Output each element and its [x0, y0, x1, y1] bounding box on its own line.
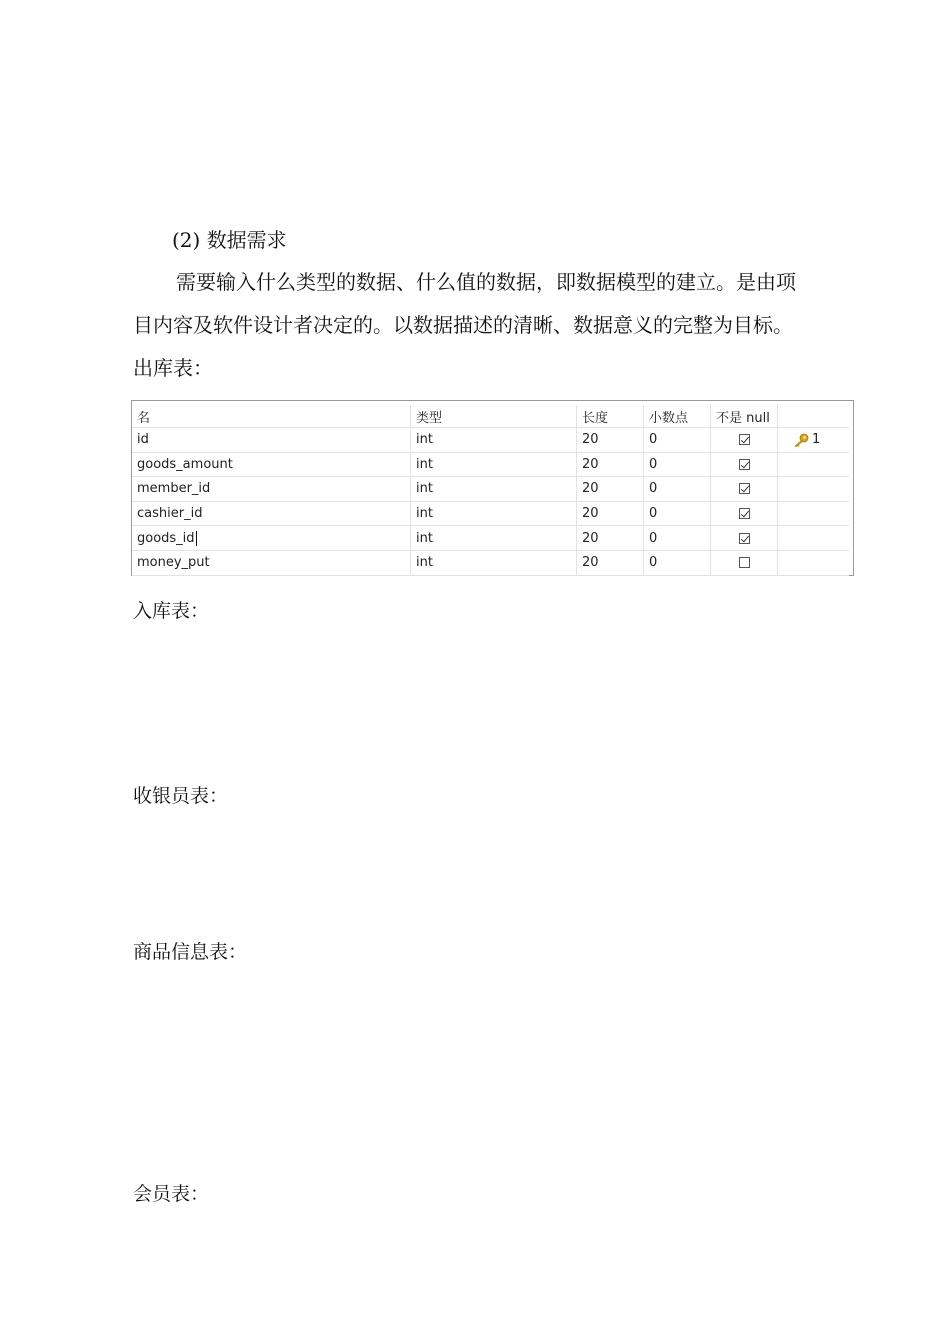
table-row[interactable]	[132, 502, 849, 527]
field-key-cell	[778, 428, 849, 452]
field-decimals-cell: 0	[644, 453, 711, 477]
field-name-cell: cashier_id	[132, 502, 411, 526]
field-key-cell	[778, 453, 849, 477]
table-row[interactable]	[132, 526, 849, 551]
not-null-checkbox[interactable]	[739, 533, 750, 544]
field-not-null-cell	[711, 526, 778, 550]
field-key-cell	[778, 551, 849, 575]
section-heading: (2) 数据需求	[172, 228, 287, 252]
header-name: 名	[132, 405, 411, 427]
table-header-row	[132, 405, 849, 428]
field-decimals-cell: 0	[644, 477, 711, 501]
field-length-cell: 20	[577, 502, 644, 526]
field-decimals-cell: 0	[644, 551, 711, 575]
field-length-cell: 20	[577, 477, 644, 501]
outbound-table-screenshot	[131, 400, 854, 576]
field-name-cell: goods_id	[132, 526, 411, 550]
field-type-cell: int	[411, 526, 577, 550]
paragraph-line-1: 需要输入什么类型的数据、什么值的数据，即数据模型的建立。是由项	[176, 270, 796, 294]
table-row[interactable]	[132, 453, 849, 478]
field-not-null-cell	[711, 453, 778, 477]
paragraph-line-2: 目内容及软件设计者决定的。以数据描述的清晰、数据意义的完整为目标。	[133, 313, 793, 337]
field-type-cell: int	[411, 477, 577, 501]
field-name-cell: goods_amount	[132, 453, 411, 477]
field-name-cell: money_put	[132, 551, 411, 575]
text-cursor	[196, 531, 197, 546]
not-null-checkbox[interactable]	[739, 459, 750, 470]
not-null-checkbox[interactable]	[739, 483, 750, 494]
field-name-cell: member_id	[132, 477, 411, 501]
field-decimals-cell: 0	[644, 526, 711, 550]
field-not-null-cell	[711, 477, 778, 501]
not-null-checkbox[interactable]	[739, 434, 750, 445]
cashier-table-label: 收银员表：	[133, 785, 229, 807]
field-not-null-cell	[711, 428, 778, 452]
table-row[interactable]	[132, 477, 849, 502]
not-null-checkbox[interactable]	[739, 557, 750, 568]
primary-key-order: 1	[812, 432, 821, 448]
header-decimals: 小数点	[644, 405, 711, 427]
field-type-cell: int	[411, 453, 577, 477]
header-type: 类型	[411, 405, 577, 427]
field-length-cell: 20	[577, 428, 644, 452]
outbound-table-label: 出库表：	[133, 356, 213, 380]
not-null-checkbox[interactable]	[739, 508, 750, 519]
field-not-null-cell	[711, 551, 778, 575]
field-name-cell: id	[132, 428, 411, 452]
member-table-label: 会员表：	[133, 1183, 210, 1205]
field-not-null-cell	[711, 502, 778, 526]
field-type-cell: int	[411, 428, 577, 452]
goods-table-label: 商品信息表：	[133, 941, 248, 963]
inbound-table-label: 入库表：	[133, 600, 210, 622]
field-key-cell	[778, 502, 849, 526]
header-key	[778, 405, 849, 427]
field-length-cell: 20	[577, 453, 644, 477]
header-not-null: 不是 null	[711, 405, 778, 427]
field-length-cell: 20	[577, 526, 644, 550]
field-type-cell: int	[411, 502, 577, 526]
table-row[interactable]	[132, 551, 849, 576]
field-decimals-cell: 0	[644, 502, 711, 526]
field-type-cell: int	[411, 551, 577, 575]
field-key-cell	[778, 477, 849, 501]
table-row[interactable]	[132, 428, 849, 453]
field-decimals-cell: 0	[644, 428, 711, 452]
key-icon	[792, 433, 810, 447]
field-key-cell	[778, 526, 849, 550]
header-length: 长度	[577, 405, 644, 427]
field-length-cell: 20	[577, 551, 644, 575]
